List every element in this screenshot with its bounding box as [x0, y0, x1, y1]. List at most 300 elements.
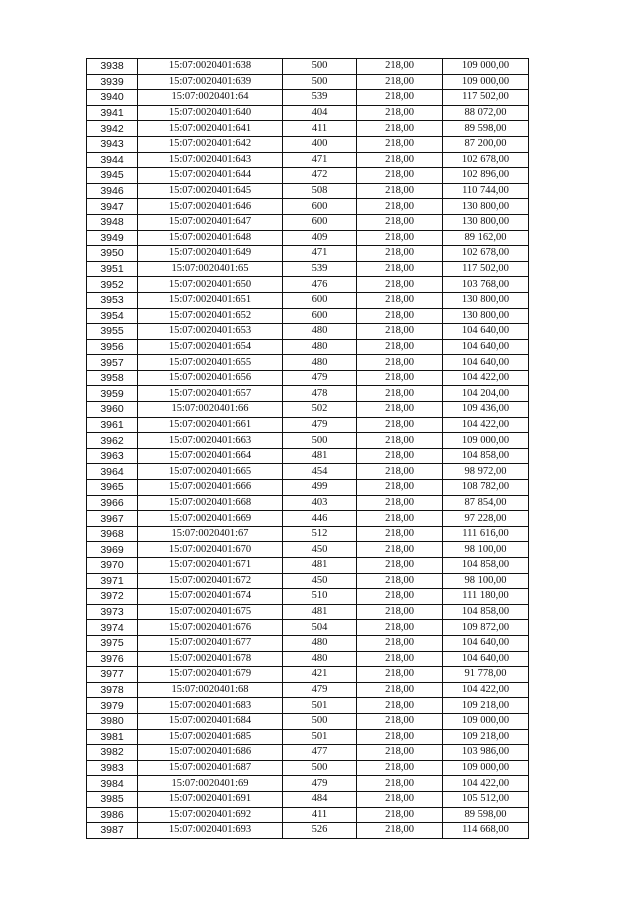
- table-row: [87, 542, 529, 558]
- area-cell: 479: [283, 417, 357, 433]
- area-cell: 480: [283, 324, 357, 340]
- table-row: [87, 604, 529, 620]
- cadastral-number-cell: 15:07:0020401:693: [138, 823, 283, 839]
- amount-cell: 109 000,00: [443, 74, 529, 90]
- amount-cell: 87 854,00: [443, 495, 529, 511]
- cadastral-number-cell: 15:07:0020401:666: [138, 480, 283, 496]
- rate-cell: 218,00: [357, 807, 443, 823]
- cadastral-number-cell: 15:07:0020401:653: [138, 324, 283, 340]
- amount-cell: 109 000,00: [443, 433, 529, 449]
- area-cell: 409: [283, 230, 357, 246]
- cadastral-number-cell: 15:07:0020401:675: [138, 604, 283, 620]
- cadastral-number-cell: 15:07:0020401:664: [138, 448, 283, 464]
- area-cell: 510: [283, 589, 357, 605]
- area-cell: 480: [283, 651, 357, 667]
- row-number-cell: 3981: [87, 729, 138, 745]
- rate-cell: 218,00: [357, 542, 443, 558]
- row-number-cell: 3954: [87, 308, 138, 324]
- cadastral-number-cell: 15:07:0020401:67: [138, 526, 283, 542]
- row-number-cell: 3975: [87, 635, 138, 651]
- amount-cell: 130 800,00: [443, 214, 529, 230]
- table-row: [87, 760, 529, 776]
- rate-cell: 218,00: [357, 277, 443, 293]
- cadastral-number-cell: 15:07:0020401:654: [138, 339, 283, 355]
- amount-cell: 102 896,00: [443, 168, 529, 184]
- cadastral-number-cell: 15:07:0020401:69: [138, 776, 283, 792]
- table-row: [87, 495, 529, 511]
- amount-cell: 89 598,00: [443, 807, 529, 823]
- cadastral-number-cell: 15:07:0020401:639: [138, 74, 283, 90]
- table-row: [87, 729, 529, 745]
- table-row: [87, 59, 529, 75]
- rate-cell: 218,00: [357, 168, 443, 184]
- area-cell: 450: [283, 573, 357, 589]
- rate-cell: 218,00: [357, 402, 443, 418]
- area-cell: 600: [283, 214, 357, 230]
- cadastral-number-cell: 15:07:0020401:665: [138, 464, 283, 480]
- rate-cell: 218,00: [357, 729, 443, 745]
- cadastral-number-cell: 15:07:0020401:661: [138, 417, 283, 433]
- rate-cell: 218,00: [357, 635, 443, 651]
- table-row: [87, 136, 529, 152]
- table-row: [87, 573, 529, 589]
- row-number-cell: 3985: [87, 791, 138, 807]
- cadastral-number-cell: 15:07:0020401:643: [138, 152, 283, 168]
- amount-cell: 109 000,00: [443, 59, 529, 75]
- amount-cell: 87 200,00: [443, 136, 529, 152]
- amount-cell: 104 640,00: [443, 355, 529, 371]
- area-cell: 600: [283, 199, 357, 215]
- row-number-cell: 3983: [87, 760, 138, 776]
- rate-cell: 218,00: [357, 604, 443, 620]
- table-row: [87, 776, 529, 792]
- table-row: [87, 183, 529, 199]
- row-number-cell: 3961: [87, 417, 138, 433]
- row-number-cell: 3942: [87, 121, 138, 137]
- rate-cell: 218,00: [357, 558, 443, 574]
- table-row: [87, 620, 529, 636]
- area-cell: 500: [283, 74, 357, 90]
- table-row: [87, 667, 529, 683]
- area-cell: 480: [283, 339, 357, 355]
- cadastral-number-cell: 15:07:0020401:645: [138, 183, 283, 199]
- row-number-cell: 3938: [87, 59, 138, 75]
- rate-cell: 218,00: [357, 620, 443, 636]
- amount-cell: 89 598,00: [443, 121, 529, 137]
- cadastral-number-cell: 15:07:0020401:651: [138, 292, 283, 308]
- table-row: [87, 558, 529, 574]
- cadastral-number-cell: 15:07:0020401:685: [138, 729, 283, 745]
- table-row: [87, 713, 529, 729]
- area-cell: 479: [283, 776, 357, 792]
- amount-cell: 98 972,00: [443, 464, 529, 480]
- area-cell: 450: [283, 542, 357, 558]
- area-cell: 477: [283, 745, 357, 761]
- table-row: [87, 168, 529, 184]
- amount-cell: 109 436,00: [443, 402, 529, 418]
- amount-cell: 104 422,00: [443, 417, 529, 433]
- table-row: [87, 651, 529, 667]
- table-row: [87, 402, 529, 418]
- rate-cell: 218,00: [357, 651, 443, 667]
- row-number-cell: 3949: [87, 230, 138, 246]
- amount-cell: 98 100,00: [443, 573, 529, 589]
- table-row: [87, 292, 529, 308]
- row-number-cell: 3940: [87, 90, 138, 106]
- area-cell: 500: [283, 713, 357, 729]
- cadastral-number-cell: 15:07:0020401:671: [138, 558, 283, 574]
- area-cell: 479: [283, 370, 357, 386]
- row-number-cell: 3950: [87, 246, 138, 262]
- amount-cell: 104 204,00: [443, 386, 529, 402]
- row-number-cell: 3956: [87, 339, 138, 355]
- area-cell: 478: [283, 386, 357, 402]
- row-number-cell: 3980: [87, 713, 138, 729]
- rate-cell: 218,00: [357, 74, 443, 90]
- area-cell: 480: [283, 635, 357, 651]
- rate-cell: 218,00: [357, 495, 443, 511]
- area-cell: 508: [283, 183, 357, 199]
- row-number-cell: 3978: [87, 682, 138, 698]
- area-cell: 502: [283, 402, 357, 418]
- cadastral-number-cell: 15:07:0020401:691: [138, 791, 283, 807]
- area-cell: 411: [283, 121, 357, 137]
- table-row: [87, 324, 529, 340]
- amount-cell: 104 640,00: [443, 635, 529, 651]
- rate-cell: 218,00: [357, 511, 443, 527]
- area-cell: 512: [283, 526, 357, 542]
- amount-cell: 117 502,00: [443, 90, 529, 106]
- area-cell: 471: [283, 152, 357, 168]
- cadastral-number-cell: 15:07:0020401:672: [138, 573, 283, 589]
- rate-cell: 218,00: [357, 589, 443, 605]
- row-number-cell: 3976: [87, 651, 138, 667]
- area-cell: 404: [283, 105, 357, 121]
- cadastral-number-cell: 15:07:0020401:670: [138, 542, 283, 558]
- row-number-cell: 3965: [87, 480, 138, 496]
- table-row: [87, 308, 529, 324]
- amount-cell: 88 072,00: [443, 105, 529, 121]
- table-row: [87, 230, 529, 246]
- amount-cell: 109 000,00: [443, 760, 529, 776]
- table-body: [87, 59, 529, 839]
- cadastral-number-cell: 15:07:0020401:648: [138, 230, 283, 246]
- table-row: [87, 214, 529, 230]
- area-cell: 411: [283, 807, 357, 823]
- row-number-cell: 3967: [87, 511, 138, 527]
- rate-cell: 218,00: [357, 480, 443, 496]
- row-number-cell: 3974: [87, 620, 138, 636]
- table-row: [87, 199, 529, 215]
- amount-cell: 103 986,00: [443, 745, 529, 761]
- rate-cell: 218,00: [357, 90, 443, 106]
- rate-cell: 218,00: [357, 105, 443, 121]
- rate-cell: 218,00: [357, 324, 443, 340]
- area-cell: 479: [283, 682, 357, 698]
- cadastral-data-table: [86, 58, 529, 839]
- row-number-cell: 3982: [87, 745, 138, 761]
- row-number-cell: 3945: [87, 168, 138, 184]
- rate-cell: 218,00: [357, 464, 443, 480]
- area-cell: 481: [283, 604, 357, 620]
- amount-cell: 104 858,00: [443, 604, 529, 620]
- cadastral-number-cell: 15:07:0020401:65: [138, 261, 283, 277]
- amount-cell: 117 502,00: [443, 261, 529, 277]
- area-cell: 472: [283, 168, 357, 184]
- row-number-cell: 3984: [87, 776, 138, 792]
- cadastral-number-cell: 15:07:0020401:676: [138, 620, 283, 636]
- table-row: [87, 370, 529, 386]
- amount-cell: 111 616,00: [443, 526, 529, 542]
- amount-cell: 130 800,00: [443, 292, 529, 308]
- table-row: [87, 635, 529, 651]
- table-row: [87, 105, 529, 121]
- row-number-cell: 3963: [87, 448, 138, 464]
- rate-cell: 218,00: [357, 667, 443, 683]
- area-cell: 500: [283, 433, 357, 449]
- area-cell: 446: [283, 511, 357, 527]
- amount-cell: 104 858,00: [443, 558, 529, 574]
- rate-cell: 218,00: [357, 433, 443, 449]
- cadastral-number-cell: 15:07:0020401:68: [138, 682, 283, 698]
- area-cell: 600: [283, 308, 357, 324]
- cadastral-number-cell: 15:07:0020401:663: [138, 433, 283, 449]
- row-number-cell: 3972: [87, 589, 138, 605]
- table-row: [87, 246, 529, 262]
- row-number-cell: 3987: [87, 823, 138, 839]
- area-cell: 539: [283, 90, 357, 106]
- amount-cell: 98 100,00: [443, 542, 529, 558]
- table-row: [87, 386, 529, 402]
- row-number-cell: 3951: [87, 261, 138, 277]
- row-number-cell: 3973: [87, 604, 138, 620]
- amount-cell: 109 000,00: [443, 713, 529, 729]
- area-cell: 481: [283, 448, 357, 464]
- table-row: [87, 90, 529, 106]
- row-number-cell: 3957: [87, 355, 138, 371]
- area-cell: 600: [283, 292, 357, 308]
- table-row: [87, 511, 529, 527]
- area-cell: 403: [283, 495, 357, 511]
- row-number-cell: 3966: [87, 495, 138, 511]
- amount-cell: 104 640,00: [443, 324, 529, 340]
- area-cell: 484: [283, 791, 357, 807]
- amount-cell: 104 422,00: [443, 776, 529, 792]
- row-number-cell: 3962: [87, 433, 138, 449]
- table-row: [87, 682, 529, 698]
- row-number-cell: 3952: [87, 277, 138, 293]
- table-row: [87, 121, 529, 137]
- rate-cell: 218,00: [357, 526, 443, 542]
- row-number-cell: 3946: [87, 183, 138, 199]
- cadastral-number-cell: 15:07:0020401:684: [138, 713, 283, 729]
- rate-cell: 218,00: [357, 339, 443, 355]
- amount-cell: 91 778,00: [443, 667, 529, 683]
- amount-cell: 102 678,00: [443, 152, 529, 168]
- rate-cell: 218,00: [357, 791, 443, 807]
- cadastral-number-cell: 15:07:0020401:668: [138, 495, 283, 511]
- area-cell: 504: [283, 620, 357, 636]
- rate-cell: 218,00: [357, 308, 443, 324]
- row-number-cell: 3955: [87, 324, 138, 340]
- table-row: [87, 261, 529, 277]
- rate-cell: 218,00: [357, 292, 443, 308]
- table-row: [87, 823, 529, 839]
- row-number-cell: 3947: [87, 199, 138, 215]
- cadastral-number-cell: 15:07:0020401:679: [138, 667, 283, 683]
- rate-cell: 218,00: [357, 246, 443, 262]
- area-cell: 499: [283, 480, 357, 496]
- row-number-cell: 3953: [87, 292, 138, 308]
- amount-cell: 104 640,00: [443, 339, 529, 355]
- cadastral-number-cell: 15:07:0020401:683: [138, 698, 283, 714]
- rate-cell: 218,00: [357, 386, 443, 402]
- row-number-cell: 3986: [87, 807, 138, 823]
- area-cell: 400: [283, 136, 357, 152]
- amount-cell: 130 800,00: [443, 308, 529, 324]
- amount-cell: 89 162,00: [443, 230, 529, 246]
- row-number-cell: 3959: [87, 386, 138, 402]
- table-row: [87, 448, 529, 464]
- rate-cell: 218,00: [357, 183, 443, 199]
- rate-cell: 218,00: [357, 214, 443, 230]
- row-number-cell: 3969: [87, 542, 138, 558]
- table-row: [87, 698, 529, 714]
- row-number-cell: 3948: [87, 214, 138, 230]
- amount-cell: 104 422,00: [443, 370, 529, 386]
- rate-cell: 218,00: [357, 713, 443, 729]
- amount-cell: 110 744,00: [443, 183, 529, 199]
- row-number-cell: 3979: [87, 698, 138, 714]
- area-cell: 500: [283, 59, 357, 75]
- amount-cell: 104 858,00: [443, 448, 529, 464]
- table-row: [87, 480, 529, 496]
- row-number-cell: 3971: [87, 573, 138, 589]
- amount-cell: 102 678,00: [443, 246, 529, 262]
- cadastral-number-cell: 15:07:0020401:652: [138, 308, 283, 324]
- table-row: [87, 791, 529, 807]
- table-row: [87, 74, 529, 90]
- row-number-cell: 3968: [87, 526, 138, 542]
- rate-cell: 218,00: [357, 760, 443, 776]
- rate-cell: 218,00: [357, 230, 443, 246]
- area-cell: 500: [283, 760, 357, 776]
- rate-cell: 218,00: [357, 823, 443, 839]
- area-cell: 454: [283, 464, 357, 480]
- cadastral-number-cell: 15:07:0020401:66: [138, 402, 283, 418]
- rate-cell: 218,00: [357, 152, 443, 168]
- row-number-cell: 3977: [87, 667, 138, 683]
- cadastral-number-cell: 15:07:0020401:655: [138, 355, 283, 371]
- rate-cell: 218,00: [357, 573, 443, 589]
- rate-cell: 218,00: [357, 776, 443, 792]
- rate-cell: 218,00: [357, 199, 443, 215]
- row-number-cell: 3970: [87, 558, 138, 574]
- area-cell: 421: [283, 667, 357, 683]
- rate-cell: 218,00: [357, 121, 443, 137]
- cadastral-number-cell: 15:07:0020401:678: [138, 651, 283, 667]
- table-row: [87, 589, 529, 605]
- row-number-cell: 3941: [87, 105, 138, 121]
- area-cell: 476: [283, 277, 357, 293]
- table-row: [87, 464, 529, 480]
- row-number-cell: 3964: [87, 464, 138, 480]
- cadastral-number-cell: 15:07:0020401:674: [138, 589, 283, 605]
- table-row: [87, 417, 529, 433]
- cadastral-number-cell: 15:07:0020401:642: [138, 136, 283, 152]
- cadastral-number-cell: 15:07:0020401:657: [138, 386, 283, 402]
- amount-cell: 130 800,00: [443, 199, 529, 215]
- rate-cell: 218,00: [357, 448, 443, 464]
- cadastral-number-cell: 15:07:0020401:686: [138, 745, 283, 761]
- table-row: [87, 355, 529, 371]
- area-cell: 501: [283, 729, 357, 745]
- table-row: [87, 745, 529, 761]
- area-cell: 526: [283, 823, 357, 839]
- area-cell: 539: [283, 261, 357, 277]
- cadastral-number-cell: 15:07:0020401:647: [138, 214, 283, 230]
- table-row: [87, 339, 529, 355]
- rate-cell: 218,00: [357, 355, 443, 371]
- rate-cell: 218,00: [357, 370, 443, 386]
- rate-cell: 218,00: [357, 261, 443, 277]
- cadastral-number-cell: 15:07:0020401:638: [138, 59, 283, 75]
- amount-cell: 108 782,00: [443, 480, 529, 496]
- row-number-cell: 3960: [87, 402, 138, 418]
- cadastral-number-cell: 15:07:0020401:64: [138, 90, 283, 106]
- rate-cell: 218,00: [357, 59, 443, 75]
- cadastral-number-cell: 15:07:0020401:687: [138, 760, 283, 776]
- cadastral-number-cell: 15:07:0020401:649: [138, 246, 283, 262]
- table-row: [87, 152, 529, 168]
- row-number-cell: 3958: [87, 370, 138, 386]
- cadastral-number-cell: 15:07:0020401:692: [138, 807, 283, 823]
- amount-cell: 111 180,00: [443, 589, 529, 605]
- area-cell: 481: [283, 558, 357, 574]
- amount-cell: 105 512,00: [443, 791, 529, 807]
- rate-cell: 218,00: [357, 745, 443, 761]
- cadastral-number-cell: 15:07:0020401:650: [138, 277, 283, 293]
- cadastral-number-cell: 15:07:0020401:644: [138, 168, 283, 184]
- table-row: [87, 277, 529, 293]
- cadastral-number-cell: 15:07:0020401:656: [138, 370, 283, 386]
- cadastral-number-cell: 15:07:0020401:641: [138, 121, 283, 137]
- area-cell: 501: [283, 698, 357, 714]
- amount-cell: 97 228,00: [443, 511, 529, 527]
- row-number-cell: 3939: [87, 74, 138, 90]
- table-row: [87, 807, 529, 823]
- amount-cell: 104 422,00: [443, 682, 529, 698]
- amount-cell: 114 668,00: [443, 823, 529, 839]
- cadastral-number-cell: 15:07:0020401:677: [138, 635, 283, 651]
- cadastral-number-cell: 15:07:0020401:646: [138, 199, 283, 215]
- table-row: [87, 433, 529, 449]
- rate-cell: 218,00: [357, 136, 443, 152]
- row-number-cell: 3943: [87, 136, 138, 152]
- row-number-cell: 3944: [87, 152, 138, 168]
- rate-cell: 218,00: [357, 417, 443, 433]
- area-cell: 480: [283, 355, 357, 371]
- rate-cell: 218,00: [357, 682, 443, 698]
- cadastral-number-cell: 15:07:0020401:669: [138, 511, 283, 527]
- table-row: [87, 526, 529, 542]
- amount-cell: 103 768,00: [443, 277, 529, 293]
- area-cell: 471: [283, 246, 357, 262]
- amount-cell: 104 640,00: [443, 651, 529, 667]
- amount-cell: 109 218,00: [443, 698, 529, 714]
- amount-cell: 109 872,00: [443, 620, 529, 636]
- amount-cell: 109 218,00: [443, 729, 529, 745]
